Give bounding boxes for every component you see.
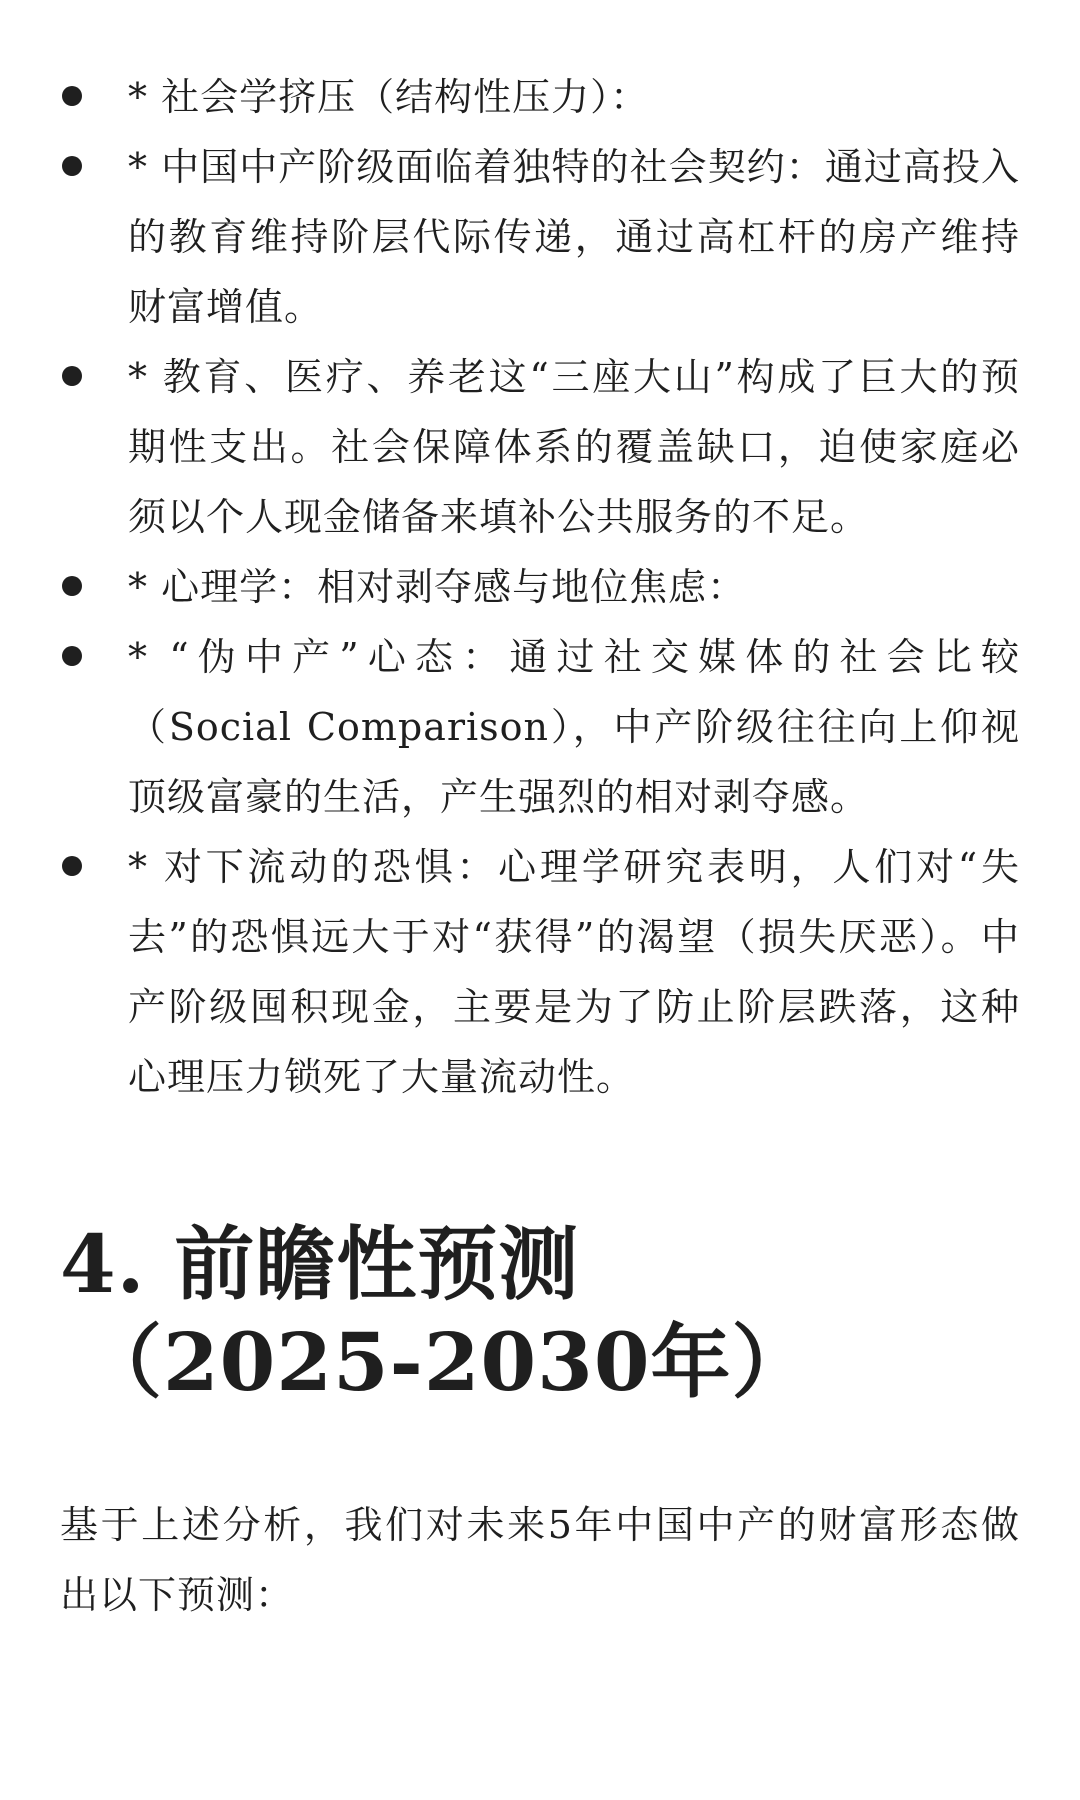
bullet-dot-icon <box>62 156 82 176</box>
section-heading <box>60 1215 960 1411</box>
list-item <box>60 552 1020 622</box>
bullet-text: * 心理学：相对剥夺感与地位焦虑： <box>128 565 747 609</box>
section-heading-years: （2025-2030年） <box>82 1315 813 1409</box>
list-item <box>60 342 1020 552</box>
bullet-dot-icon <box>62 86 82 106</box>
bullet-dot-icon <box>62 856 82 876</box>
bullet-text: * 中国中产阶级面临着独特的社会契约：通过高投入的教育维持阶层代际传递，通过高杠杆的房产维持财富增值。 <box>128 145 1020 329</box>
bullet-dot-icon <box>62 576 82 596</box>
list-item <box>60 62 1020 132</box>
section-heading-title: 4. 前瞻性预测 <box>60 1217 580 1311</box>
bullet-list <box>60 62 1020 1112</box>
bullet-dot-icon <box>62 646 82 666</box>
list-item <box>60 832 1020 1112</box>
bullet-text: * 教育、医疗、养老这“三座大山”构成了巨大的预期性支出。社会保障体系的覆盖缺口，迫使家庭必须以个人现金储备来填补公共服务的不足。 <box>128 355 1020 539</box>
bullet-text: * 对下流动的恐惧：心理学研究表明，人们对“失去”的恐惧远大于对“获得”的渴望（损失厌恶）。中产阶级囤积现金，主要是为了防止阶层跌落，这种心理压力锁死了大量流动性。 <box>128 845 1020 1099</box>
bullet-dot-icon <box>62 366 82 386</box>
intro-paragraph: 基于上述分析，我们对未来5年中国中产的财富形态做出以下预测： <box>60 1503 1020 1617</box>
list-item <box>60 622 1020 832</box>
bullet-text: * “伪中产”心态：通过社交媒体的社会比较（Social Comparison），中产阶级往往向上仰视顶级富豪的生活，产生强烈的相对剥夺感。 <box>128 635 1020 819</box>
bullet-text: * 社会学挤压（结构性压力）： <box>128 75 650 119</box>
list-item <box>60 132 1020 342</box>
